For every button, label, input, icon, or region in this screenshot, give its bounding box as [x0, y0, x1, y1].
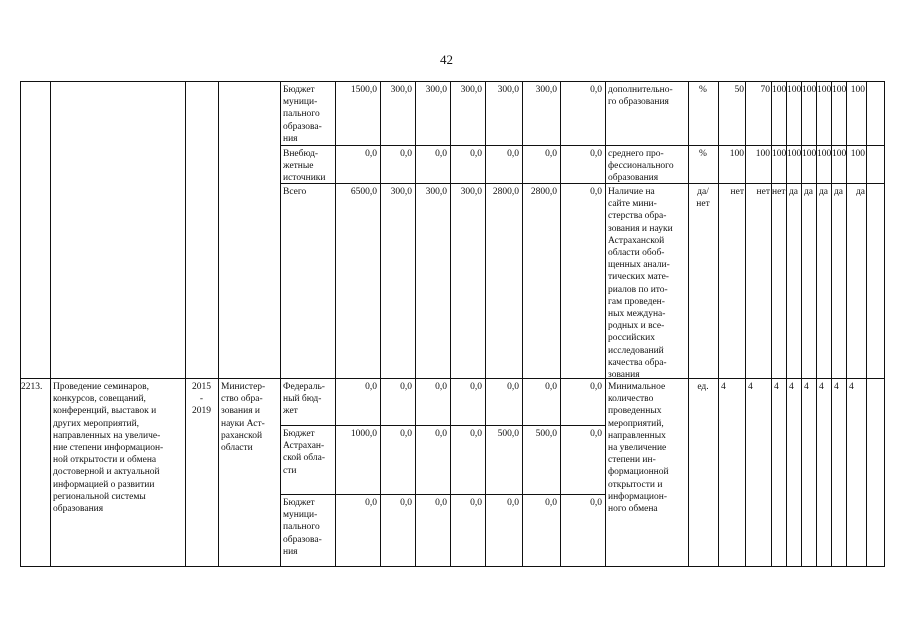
indicator-value: 4: [819, 382, 824, 392]
indicator-value: 100: [772, 149, 787, 159]
indicator-value: 70: [760, 85, 770, 95]
indicator-value: 100: [850, 85, 865, 95]
indicator-value: 4: [774, 382, 779, 392]
table-row-border: [280, 425, 606, 426]
funding-source-value: 300,0: [390, 187, 412, 197]
funding-source-value: 300,0: [460, 85, 482, 95]
indicator-value: 100: [850, 149, 865, 159]
funding-source-label: Внебюд- жетные источники: [283, 149, 326, 184]
indicator-value: нет: [756, 187, 770, 197]
indicator-value: нет: [730, 187, 744, 197]
funding-source-value: 1500,0: [350, 85, 377, 95]
funding-source-value: 0,0: [545, 382, 557, 392]
measure-title: Проведение семинаров, конкурсов, совещаний, конференций, выставок и других мероприятий, направленных на увеличе- ние степени информацион- ной открытости и обмена достоверной и актуальной информацией о развитии региональной системы образования: [53, 382, 164, 515]
funding-source-label: Бюджет Астрахан- ской обла- сти: [283, 429, 326, 476]
table-row-border: [20, 81, 885, 82]
indicator-value: нет: [772, 187, 786, 197]
indicator-value: 4: [804, 382, 809, 392]
indicator-value: 100: [755, 149, 770, 159]
indicator-unit: %: [699, 149, 707, 159]
table-column-border: [866, 81, 867, 567]
funding-source-value: 0,0: [507, 149, 519, 159]
table-column-border: [50, 81, 51, 567]
funding-source-label: Всего: [283, 187, 307, 197]
funding-source-value: 0,0: [435, 149, 447, 159]
funding-source-value: 0,0: [435, 382, 447, 392]
indicator-value: 4: [849, 382, 854, 392]
indicator-value: 100: [817, 149, 832, 159]
funding-source-value: 6500,0: [350, 187, 377, 197]
funding-source-value: 300,0: [425, 85, 447, 95]
funding-source-value: 0,0: [470, 498, 482, 508]
indicator-value: да: [803, 187, 814, 197]
indicator-value: 100: [802, 149, 817, 159]
table-column-border: [688, 81, 689, 567]
funding-source-value: 0,0: [435, 498, 447, 508]
indicator-value: 100: [817, 85, 832, 95]
funding-source-value: 0,0: [590, 149, 602, 159]
funding-source-label: Бюджет муници- пального образова- ния: [283, 85, 322, 144]
indicator-value: 100: [802, 85, 817, 95]
indicator-unit: ед.: [697, 382, 709, 392]
funding-source-value: 0,0: [365, 382, 377, 392]
indicator-value: 100: [832, 85, 847, 95]
table-row-border: [280, 494, 606, 495]
funding-source-value: 2800,0: [530, 187, 557, 197]
indicator-value: 50: [734, 85, 744, 95]
indicator-label: Наличие на сайте мини- стерства обра- зования и науки Астраханской области обоб- щенных анали- тических мате- риалов по ито- гам проведен- ных междуна- родных и все- российских исследований качества обра- зования: [608, 187, 673, 381]
indicator-label: Минимальное количество проведенных мероприятий, направленных на увеличение степени ин- формационной открытости и информацион- ного обмена: [608, 382, 669, 515]
indicator-value: 100: [832, 149, 847, 159]
table-column-border: [884, 81, 885, 567]
indicator-unit: да/ нет: [696, 187, 710, 210]
funding-source-value: 300,0: [535, 85, 557, 95]
funding-source-value: 0,0: [590, 187, 602, 197]
funding-source-value: 1000,0: [350, 429, 377, 439]
indicator-value: 100: [772, 85, 787, 95]
indicator-value: да: [818, 187, 829, 197]
funding-source-value: 0,0: [400, 429, 412, 439]
table-column-border: [20, 81, 21, 567]
funding-source-value: 500,0: [497, 429, 519, 439]
funding-source-value: 300,0: [497, 85, 519, 95]
indicator-value: 100: [787, 85, 802, 95]
table-column-border: [185, 81, 186, 567]
funding-source-value: 300,0: [460, 187, 482, 197]
funding-source-value: 0,0: [365, 149, 377, 159]
funding-source-value: 300,0: [425, 187, 447, 197]
funding-source-value: 300,0: [390, 85, 412, 95]
funding-source-value: 0,0: [590, 429, 602, 439]
funding-source-value: 500,0: [535, 429, 557, 439]
funding-source-label: Федераль- ный бюд- жет: [283, 382, 325, 417]
page-number: 42: [440, 52, 453, 67]
indicator-value: 100: [729, 149, 744, 159]
indicator-value: 4: [789, 382, 794, 392]
funding-source-value: 0,0: [400, 382, 412, 392]
funding-source-value: 0,0: [365, 498, 377, 508]
indicator-value: 4: [748, 382, 753, 392]
funding-source-value: 0,0: [470, 429, 482, 439]
funding-source-value: 0,0: [507, 382, 519, 392]
funding-source-value: 0,0: [545, 149, 557, 159]
funding-source-label: Бюджет муници- пального образова- ния: [283, 498, 322, 557]
table-row-border: [20, 566, 885, 567]
indicator-unit: %: [699, 85, 707, 95]
indicator-value: да: [788, 187, 799, 197]
table-row-border: [20, 378, 885, 379]
funding-source-value: 0,0: [590, 498, 602, 508]
funding-source-value: 0,0: [435, 429, 447, 439]
indicator-value: 100: [787, 149, 802, 159]
funding-source-value: 2800,0: [492, 187, 519, 197]
funding-source-value: 0,0: [400, 498, 412, 508]
indicator-value: да: [855, 187, 865, 197]
funding-source-value: 0,0: [470, 382, 482, 392]
measure-number: 2213.: [21, 382, 43, 392]
table-column-border: [218, 81, 219, 567]
funding-source-value: 0,0: [545, 498, 557, 508]
table-row-border: [280, 183, 885, 184]
funding-source-value: 0,0: [590, 382, 602, 392]
funding-source-value: 0,0: [590, 85, 602, 95]
funding-source-value: 0,0: [507, 498, 519, 508]
indicator-label: среднего про- фессионального образования: [608, 149, 674, 184]
indicator-value: 4: [721, 382, 726, 392]
indicator-value: да: [833, 187, 844, 197]
funding-source-value: 0,0: [470, 149, 482, 159]
table-row-border: [280, 145, 885, 146]
funding-source-value: 0,0: [400, 149, 412, 159]
indicator-value: 4: [834, 382, 839, 392]
measure-executor: Министер- ство обра- зования и науки Аст- раханской области: [221, 382, 266, 454]
indicator-label: дополнительно- го образования: [608, 85, 673, 108]
measure-period: 2015 - 2019: [192, 382, 211, 417]
